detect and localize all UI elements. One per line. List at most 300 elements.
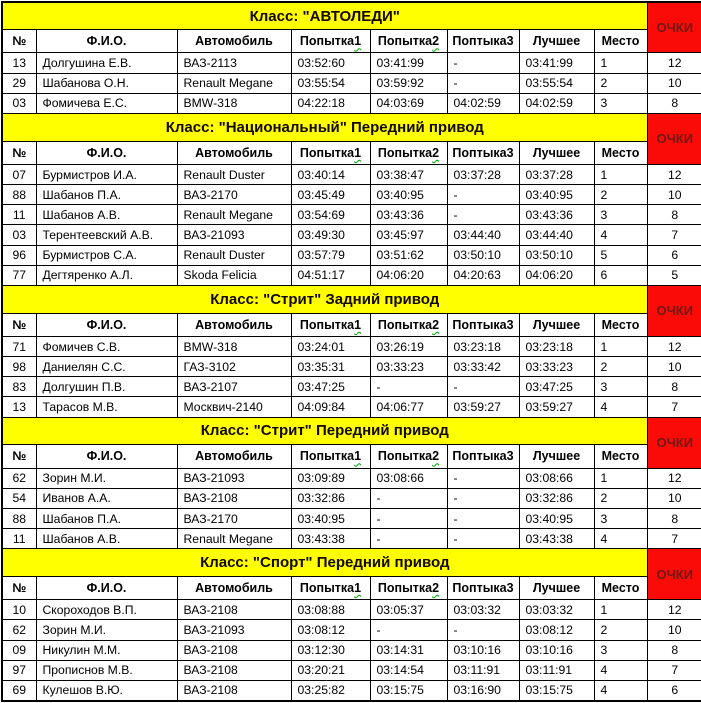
start-number-cell: 03 (2, 225, 36, 245)
driver-name-cell: Долгушин П.В. (36, 377, 177, 397)
best-time-cell: 03:44:40 (519, 225, 594, 245)
start-number-cell: 09 (2, 640, 36, 660)
attempt2-cell: 04:06:20 (370, 265, 447, 285)
place-cell: 1 (594, 336, 647, 356)
attempt2-cell: 03:15:75 (370, 680, 447, 701)
place-cell: 1 (594, 600, 647, 620)
attempt1-cell: 04:22:18 (291, 93, 370, 113)
points-cell: 10 (647, 488, 701, 508)
attempt3-cell: - (447, 377, 519, 397)
driver-name-cell: Скороходов В.П. (36, 600, 177, 620)
attempt3-cell: - (447, 73, 519, 93)
place-cell: 1 (594, 164, 647, 184)
column-header-best: Лучшее (519, 313, 594, 336)
column-header-place: Место (594, 141, 647, 164)
start-number-cell: 29 (2, 73, 36, 93)
table-row (2, 73, 701, 93)
attempt2-cell: 03:51:62 (370, 245, 447, 265)
points-column-header: ОЧКИ (647, 549, 701, 600)
start-number-cell: 62 (2, 468, 36, 488)
attempt3-cell: 03:50:10 (447, 245, 519, 265)
spellcheck-squiggle-mark: 2 (432, 145, 440, 160)
points-cell: 12 (647, 53, 701, 73)
table-row (2, 357, 701, 377)
column-header-row (2, 576, 701, 599)
place-cell: 3 (594, 640, 647, 660)
car-cell: Skoda Felicia (177, 265, 291, 285)
column-header-attempt1 (291, 576, 370, 599)
attempt2-cell: 03:33:23 (370, 357, 447, 377)
driver-name-cell: Фомичев С.В. (36, 336, 177, 356)
column-header-place: Место (594, 445, 647, 468)
attempt2-cell: - (370, 529, 447, 549)
attempt2-cell: 03:41:99 (370, 53, 447, 73)
driver-name-cell: Тарасов М.В. (36, 397, 177, 417)
place-cell: 2 (594, 185, 647, 205)
best-time-cell: 03:11:91 (519, 660, 594, 680)
points-cell: 7 (647, 397, 701, 417)
attempt1-cell: 03:57:79 (291, 245, 370, 265)
driver-name-cell: Иванов А.А. (36, 488, 177, 508)
driver-name-cell: Кулешов В.Ю. (36, 680, 177, 701)
best-time-cell: 03:43:36 (519, 205, 594, 225)
place-cell: 4 (594, 660, 647, 680)
column-header-attempt2 (370, 445, 447, 468)
spellcheck-squiggle-mark: 1 (354, 449, 362, 464)
driver-name-cell: Шабанов А.В. (36, 205, 177, 225)
start-number-cell: 88 (2, 185, 36, 205)
car-cell: ВАЗ-2108 (177, 640, 291, 660)
place-cell: 4 (594, 397, 647, 417)
column-header-attempt3: Поптыка3 (447, 141, 519, 164)
car-cell: ВАЗ-2170 (177, 185, 291, 205)
car-cell: ВАЗ-2108 (177, 488, 291, 508)
table-row (2, 508, 701, 528)
column-header-label: Попытка (377, 34, 433, 49)
attempt1-cell: 03:08:88 (291, 600, 370, 620)
best-time-cell: 03:08:66 (519, 468, 594, 488)
attempt2-cell: 04:03:69 (370, 93, 447, 113)
best-time-cell: 03:10:16 (519, 640, 594, 660)
section-1-header-row (2, 2, 701, 30)
attempt3-cell: 03:33:42 (447, 357, 519, 377)
best-time-cell: 04:02:59 (519, 93, 594, 113)
attempt3-cell: 04:20:63 (447, 265, 519, 285)
attempt1-cell: 03:12:30 (291, 640, 370, 660)
column-header-number: № (2, 576, 36, 599)
start-number-cell: 11 (2, 529, 36, 549)
attempt2-cell: 03:40:95 (370, 185, 447, 205)
column-header-label: Попытка (377, 449, 433, 464)
car-cell: ВАЗ-2170 (177, 508, 291, 528)
column-header-number: № (2, 141, 36, 164)
spellcheck-squiggle-mark: 2 (432, 449, 440, 464)
start-number-cell: 77 (2, 265, 36, 285)
spellcheck-squiggle-mark: 2 (432, 581, 440, 596)
driver-name-cell: Прописнов М.В. (36, 660, 177, 680)
attempt2-cell: 03:14:54 (370, 660, 447, 680)
best-time-cell: 03:55:54 (519, 73, 594, 93)
column-header-best: Лучшее (519, 30, 594, 53)
table-row (2, 205, 701, 225)
car-cell: ВАЗ-21093 (177, 620, 291, 640)
attempt3-cell: 03:23:18 (447, 336, 519, 356)
table-row (2, 640, 701, 660)
place-cell: 1 (594, 53, 647, 73)
start-number-cell: 88 (2, 508, 36, 528)
attempt1-cell: 03:55:54 (291, 73, 370, 93)
attempt2-cell: 03:05:37 (370, 600, 447, 620)
table-row (2, 265, 701, 285)
place-cell: 4 (594, 225, 647, 245)
attempt3-cell: 04:02:59 (447, 93, 519, 113)
points-cell: 7 (647, 529, 701, 549)
place-cell: 5 (594, 245, 647, 265)
car-cell: ВАЗ-2108 (177, 600, 291, 620)
column-header-attempt1 (291, 141, 370, 164)
points-column-header: ОЧКИ (647, 113, 701, 164)
attempt2-cell: 03:43:36 (370, 205, 447, 225)
section-title: Класс: "Стрит" Задний привод (2, 285, 647, 313)
column-header-place: Место (594, 313, 647, 336)
column-header-name: Ф.И.О. (36, 30, 177, 53)
attempt1-cell: 03:43:38 (291, 529, 370, 549)
start-number-cell: 97 (2, 660, 36, 680)
column-header-attempt2 (370, 576, 447, 599)
column-header-place: Место (594, 30, 647, 53)
best-time-cell: 03:43:38 (519, 529, 594, 549)
column-header-number: № (2, 313, 36, 336)
attempt1-cell: 03:52:60 (291, 53, 370, 73)
car-cell: ВАЗ-2107 (177, 377, 291, 397)
points-cell: 8 (647, 377, 701, 397)
start-number-cell: 83 (2, 377, 36, 397)
points-cell: 6 (647, 245, 701, 265)
column-header-label: Попытка (299, 34, 355, 49)
column-header-best: Лучшее (519, 445, 594, 468)
points-cell: 12 (647, 600, 701, 620)
attempt1-cell: 03:35:31 (291, 357, 370, 377)
attempt3-cell: 03:16:90 (447, 680, 519, 701)
attempt3-cell: - (447, 185, 519, 205)
attempt3-cell: - (447, 205, 519, 225)
points-cell: 12 (647, 164, 701, 184)
start-number-cell: 07 (2, 164, 36, 184)
spellcheck-squiggle-mark: 1 (354, 317, 362, 332)
attempt2-cell: - (370, 377, 447, 397)
driver-name-cell: Шабанова О.Н. (36, 73, 177, 93)
attempt3-cell: - (447, 53, 519, 73)
driver-name-cell: Терентеевский А.В. (36, 225, 177, 245)
column-header-attempt3: Поптыка3 (447, 30, 519, 53)
place-cell: 6 (594, 265, 647, 285)
start-number-cell: 69 (2, 680, 36, 701)
attempt1-cell: 03:08:12 (291, 620, 370, 640)
best-time-cell: 04:06:20 (519, 265, 594, 285)
attempt1-cell: 03:09:89 (291, 468, 370, 488)
column-header-row (2, 445, 701, 468)
column-header-label: Попытка (377, 145, 433, 160)
column-header-row (2, 30, 701, 53)
best-time-cell: 03:03:32 (519, 600, 594, 620)
best-time-cell: 03:47:25 (519, 377, 594, 397)
attempt2-cell: - (370, 620, 447, 640)
attempt3-cell: 03:44:40 (447, 225, 519, 245)
best-time-cell: 03:37:28 (519, 164, 594, 184)
attempt3-cell: - (447, 620, 519, 640)
column-header-label: Попытка (377, 581, 433, 596)
attempt1-cell: 03:25:82 (291, 680, 370, 701)
car-cell: ВАЗ-21093 (177, 468, 291, 488)
points-cell: 12 (647, 336, 701, 356)
points-cell: 8 (647, 205, 701, 225)
column-header-best: Лучшее (519, 576, 594, 599)
best-time-cell: 03:50:10 (519, 245, 594, 265)
start-number-cell: 13 (2, 397, 36, 417)
start-number-cell: 98 (2, 357, 36, 377)
column-header-name: Ф.И.О. (36, 141, 177, 164)
table-row (2, 245, 701, 265)
section-3-header-row (2, 285, 701, 313)
best-time-cell: 03:15:75 (519, 680, 594, 701)
attempt2-cell: 03:45:97 (370, 225, 447, 245)
attempt3-cell: - (447, 529, 519, 549)
driver-name-cell: Фомичева Е.С. (36, 93, 177, 113)
attempt1-cell: 04:51:17 (291, 265, 370, 285)
points-column-header: ОЧКИ (647, 417, 701, 468)
column-header-number: № (2, 30, 36, 53)
table-row (2, 185, 701, 205)
driver-name-cell: Долгушина Е.В. (36, 53, 177, 73)
driver-name-cell: Бурмистров И.А. (36, 164, 177, 184)
best-time-cell: 03:08:12 (519, 620, 594, 640)
attempt2-cell: - (370, 508, 447, 528)
points-cell: 7 (647, 660, 701, 680)
section-title: Класс: "АВТОЛЕДИ" (2, 2, 647, 30)
attempt1-cell: 03:47:25 (291, 377, 370, 397)
section-title: Класс: "Спорт" Передний привод (2, 549, 647, 577)
car-cell: Renault Duster (177, 245, 291, 265)
car-cell: ВАЗ-21093 (177, 225, 291, 245)
attempt2-cell: 04:06:77 (370, 397, 447, 417)
attempt3-cell: 03:11:91 (447, 660, 519, 680)
place-cell: 3 (594, 93, 647, 113)
start-number-cell: 03 (2, 93, 36, 113)
points-column-header: ОЧКИ (647, 285, 701, 336)
place-cell: 2 (594, 620, 647, 640)
column-header-label: Попытка (299, 581, 355, 596)
start-number-cell: 10 (2, 600, 36, 620)
column-header-row (2, 141, 701, 164)
column-header-label: Попытка (299, 317, 355, 332)
table-row (2, 468, 701, 488)
start-number-cell: 13 (2, 53, 36, 73)
car-cell: ВАЗ-2108 (177, 660, 291, 680)
best-time-cell: 03:33:23 (519, 357, 594, 377)
attempt2-cell: 03:08:66 (370, 468, 447, 488)
table-row (2, 336, 701, 356)
start-number-cell: 96 (2, 245, 36, 265)
points-cell: 6 (647, 680, 701, 701)
column-header-attempt1 (291, 313, 370, 336)
car-cell: BMW-318 (177, 93, 291, 113)
table-row (2, 164, 701, 184)
car-cell: Renault Megane (177, 73, 291, 93)
driver-name-cell: Шабанов П.А. (36, 185, 177, 205)
attempt3-cell: 03:10:16 (447, 640, 519, 660)
start-number-cell: 11 (2, 205, 36, 225)
column-header-attempt1 (291, 445, 370, 468)
column-header-label: Попытка (299, 449, 355, 464)
car-cell: Renault Megane (177, 529, 291, 549)
best-time-cell: 03:40:95 (519, 508, 594, 528)
column-header-label: Попытка (377, 317, 433, 332)
driver-name-cell: Зорин М.И. (36, 468, 177, 488)
points-cell: 10 (647, 185, 701, 205)
spellcheck-squiggle-mark: 2 (432, 317, 440, 332)
column-header-attempt3: Поптыка3 (447, 445, 519, 468)
driver-name-cell: Никулин М.М. (36, 640, 177, 660)
table-row (2, 53, 701, 73)
table-row (2, 93, 701, 113)
points-cell: 8 (647, 640, 701, 660)
table-row (2, 660, 701, 680)
start-number-cell: 54 (2, 488, 36, 508)
attempt1-cell: 03:49:30 (291, 225, 370, 245)
table-row (2, 620, 701, 640)
column-header-car: Автомобиль (177, 313, 291, 336)
attempt1-cell: 03:40:95 (291, 508, 370, 528)
place-cell: 3 (594, 377, 647, 397)
attempt3-cell: 03:59:27 (447, 397, 519, 417)
table-row (2, 680, 701, 701)
start-number-cell: 62 (2, 620, 36, 640)
spellcheck-squiggle-mark: 1 (354, 34, 362, 49)
column-header-attempt3: Поптыка3 (447, 576, 519, 599)
section-4-header-row (2, 417, 701, 445)
column-header-place: Место (594, 576, 647, 599)
column-header-attempt3: Поптыка3 (447, 313, 519, 336)
attempt2-cell: - (370, 488, 447, 508)
best-time-cell: 03:41:99 (519, 53, 594, 73)
attempt1-cell: 04:09:84 (291, 397, 370, 417)
attempt3-cell: - (447, 468, 519, 488)
place-cell: 3 (594, 508, 647, 528)
column-header-best: Лучшее (519, 141, 594, 164)
attempt1-cell: 03:40:14 (291, 164, 370, 184)
best-time-cell: 03:23:18 (519, 336, 594, 356)
place-cell: 3 (594, 205, 647, 225)
section-2-header-row (2, 113, 701, 141)
spellcheck-squiggle-mark: 2 (432, 34, 440, 49)
points-cell: 8 (647, 93, 701, 113)
car-cell: Renault Duster (177, 164, 291, 184)
attempt1-cell: 03:54:69 (291, 205, 370, 225)
points-cell: 12 (647, 468, 701, 488)
section-5-header-row (2, 549, 701, 577)
driver-name-cell: Зорин М.И. (36, 620, 177, 640)
table-row (2, 529, 701, 549)
attempt2-cell: 03:59:92 (370, 73, 447, 93)
driver-name-cell: Бурмистров С.А. (36, 245, 177, 265)
column-header-car: Автомобиль (177, 445, 291, 468)
points-cell: 10 (647, 620, 701, 640)
best-time-cell: 03:32:86 (519, 488, 594, 508)
best-time-cell: 03:40:95 (519, 185, 594, 205)
column-header-attempt2 (370, 313, 447, 336)
spellcheck-squiggle-mark: 1 (354, 145, 362, 160)
driver-name-cell: Шабанов П.А. (36, 508, 177, 528)
spellcheck-squiggle-mark: 1 (354, 581, 362, 596)
best-time-cell: 03:59:27 (519, 397, 594, 417)
driver-name-cell: Дегтяренко А.Л. (36, 265, 177, 285)
column-header-attempt2 (370, 141, 447, 164)
attempt3-cell: - (447, 488, 519, 508)
attempt1-cell: 03:24:01 (291, 336, 370, 356)
driver-name-cell: Шабанов А.В. (36, 529, 177, 549)
attempt2-cell: 03:38:47 (370, 164, 447, 184)
place-cell: 1 (594, 468, 647, 488)
car-cell: BMW-318 (177, 336, 291, 356)
column-header-attempt2 (370, 30, 447, 53)
points-cell: 7 (647, 225, 701, 245)
attempt2-cell: 03:26:19 (370, 336, 447, 356)
section-title: Класс: "Национальный" Передний привод (2, 113, 647, 141)
table-row (2, 600, 701, 620)
driver-name-cell: Даниелян С.С. (36, 357, 177, 377)
column-header-number: № (2, 445, 36, 468)
attempt3-cell: - (447, 508, 519, 528)
place-cell: 4 (594, 529, 647, 549)
points-cell: 10 (647, 357, 701, 377)
attempt1-cell: 03:20:21 (291, 660, 370, 680)
column-header-name: Ф.И.О. (36, 313, 177, 336)
points-cell: 8 (647, 508, 701, 528)
car-cell: ГАЗ-3102 (177, 357, 291, 377)
points-cell: 5 (647, 265, 701, 285)
place-cell: 2 (594, 488, 647, 508)
column-header-car: Автомобиль (177, 576, 291, 599)
place-cell: 2 (594, 357, 647, 377)
table-row (2, 377, 701, 397)
car-cell: ВАЗ-2113 (177, 53, 291, 73)
column-header-attempt1 (291, 30, 370, 53)
column-header-label: Попытка (299, 145, 355, 160)
column-header-car: Автомобиль (177, 30, 291, 53)
place-cell: 2 (594, 73, 647, 93)
table-row (2, 397, 701, 417)
column-header-name: Ф.И.О. (36, 576, 177, 599)
attempt3-cell: 03:37:28 (447, 164, 519, 184)
start-number-cell: 71 (2, 336, 36, 356)
attempt2-cell: 03:14:31 (370, 640, 447, 660)
attempt1-cell: 03:45:49 (291, 185, 370, 205)
column-header-row (2, 313, 701, 336)
section-title: Класс: "Стрит" Передний привод (2, 417, 647, 445)
attempt1-cell: 03:32:86 (291, 488, 370, 508)
car-cell: ВАЗ-2108 (177, 680, 291, 701)
car-cell: Renault Megane (177, 205, 291, 225)
car-cell: Москвич-2140 (177, 397, 291, 417)
points-column-header: ОЧКИ (647, 2, 701, 53)
column-header-name: Ф.И.О. (36, 445, 177, 468)
results-table (1, 1, 701, 702)
table-row (2, 225, 701, 245)
column-header-car: Автомобиль (177, 141, 291, 164)
attempt3-cell: 03:03:32 (447, 600, 519, 620)
points-cell: 10 (647, 73, 701, 93)
table-row (2, 488, 701, 508)
